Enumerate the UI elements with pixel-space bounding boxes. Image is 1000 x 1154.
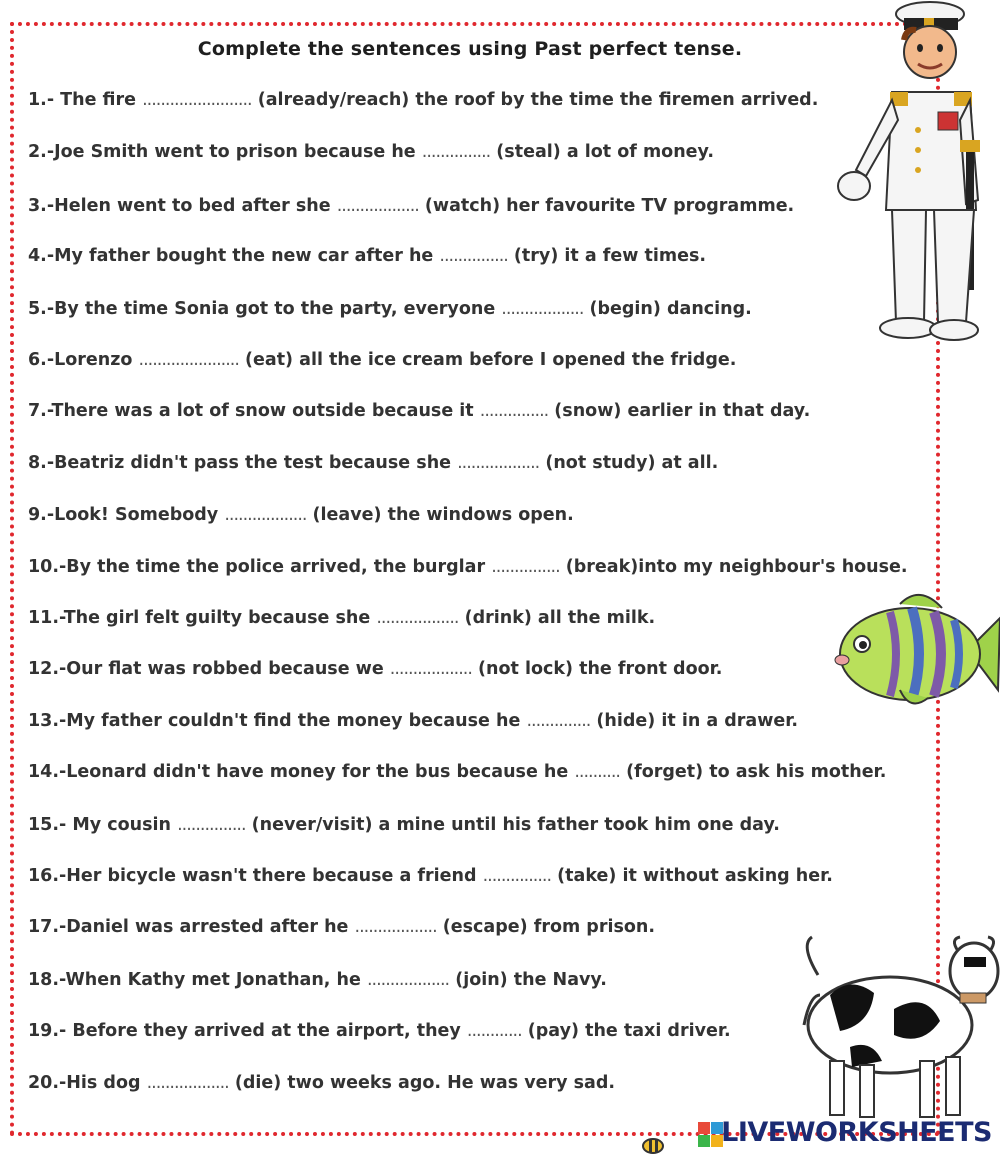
sentence-item xyxy=(28,866,833,886)
sentence-text-after: (take) it without asking her. xyxy=(551,866,833,886)
sentence-text-after: (try) it a few times. xyxy=(507,246,707,266)
answer-blank[interactable]: ............... xyxy=(482,866,552,886)
sentence-item xyxy=(28,659,722,679)
sentence-text-before: 13.-My father couldn't find the money because he xyxy=(28,711,527,731)
sentence-text-before: 11.-The girl felt guilty because she xyxy=(28,608,377,628)
sentence-item xyxy=(28,1073,615,1093)
answer-blank[interactable]: ............... xyxy=(439,246,508,266)
sentence-item xyxy=(28,917,655,937)
sentence-text-after: (never/visit) a mine until his father took him one day. xyxy=(245,815,780,835)
sentence-text-before: 5.-By the time Sonia got to the party, everyone xyxy=(28,299,502,319)
sentence-text-after: (already/reach) the roof by the time the firemen arrived. xyxy=(251,90,819,110)
sentence-text-before: 18.-When Kathy met Jonathan, he xyxy=(28,970,367,990)
worksheet-title: Complete the sentences using Past perfect tense. xyxy=(197,38,743,60)
liveworksheets-logo-icon xyxy=(698,1122,724,1148)
sentence-text-after: (join) the Navy. xyxy=(449,970,607,990)
sentence-text-after: (hide) it in a drawer. xyxy=(590,711,799,731)
sentence-text-after: (pay) the taxi driver. xyxy=(521,1021,731,1041)
sentence-text-before: 17.-Daniel was arrested after he xyxy=(28,917,355,937)
answer-blank[interactable]: .................. xyxy=(376,608,459,628)
liveworksheets-brand: LIVEWORKSHEETS xyxy=(721,1117,992,1148)
sentence-item xyxy=(28,90,818,110)
sentence-text-after: (die) two weeks ago. He was very sad. xyxy=(228,1073,616,1093)
sailor-illustration xyxy=(826,0,1000,348)
sentence-item xyxy=(28,711,798,731)
sentence-text-after: (steal) a lot of money. xyxy=(490,142,714,162)
sentence-text-before: 6.-Lorenzo xyxy=(28,350,139,370)
sentence-text-after: (not study) at all. xyxy=(539,453,719,473)
sentence-text-before: 16.-Her bicycle wasn't there because a friend xyxy=(28,866,483,886)
sentence-item xyxy=(28,557,908,577)
sentence-item xyxy=(28,608,655,628)
sentence-text-before: 20.-His dog xyxy=(28,1073,147,1093)
answer-blank[interactable]: .................. xyxy=(336,196,419,216)
sentence-text-before: 12.-Our flat was robbed because we xyxy=(28,659,390,679)
sentence-text-before: 19.- Before they arrived at the airport, they xyxy=(28,1021,467,1041)
sentence-text-before: 10.-By the time the police arrived, the burglar xyxy=(28,557,492,577)
sentence-text-after: (drink) all the milk. xyxy=(458,608,656,628)
sentence-text-after: (leave) the windows open. xyxy=(306,505,574,525)
sentence-text-after: (forget) to ask his mother. xyxy=(620,762,887,782)
sentence-text-before: 9.-Look! Somebody xyxy=(28,505,225,525)
sentence-item xyxy=(28,246,706,266)
sentence-text-before: 3.-Helen went to bed after she xyxy=(28,196,337,216)
answer-blank[interactable]: .......... xyxy=(574,762,620,782)
answer-blank[interactable]: ...................... xyxy=(138,350,239,370)
sentence-item xyxy=(28,350,736,370)
answer-blank[interactable]: ........................ xyxy=(142,90,252,110)
sentence-item xyxy=(28,299,752,319)
answer-blank[interactable]: .................. xyxy=(146,1073,229,1093)
answer-blank[interactable]: .................. xyxy=(224,505,307,525)
fish-illustration xyxy=(830,590,1000,720)
sentence-text-after: (snow) earlier in that day. xyxy=(548,401,811,421)
sentence-text-after: (watch) her favourite TV programme. xyxy=(418,196,795,216)
sentence-item xyxy=(28,401,810,421)
answer-blank[interactable]: .................. xyxy=(501,299,584,319)
sentence-item xyxy=(28,1021,731,1041)
sentence-text-before: 4.-My father bought the new car after he xyxy=(28,246,440,266)
sentence-item xyxy=(28,505,574,525)
bee-icon xyxy=(640,1134,666,1154)
answer-blank[interactable]: .................. xyxy=(457,453,540,473)
sentence-item xyxy=(28,196,794,216)
sentence-text-before: 2.-Joe Smith went to prison because he xyxy=(28,142,422,162)
cow-illustration xyxy=(790,935,1000,1125)
answer-blank[interactable]: ............ xyxy=(466,1021,522,1041)
answer-blank[interactable]: .................. xyxy=(366,970,450,990)
sentence-text-before: 7.-There was a lot of snow outside because it xyxy=(28,401,480,421)
sentence-text-after: (eat) all the ice cream before I opened the fridge. xyxy=(238,350,737,370)
answer-blank[interactable]: ............... xyxy=(491,557,560,577)
answer-blank[interactable]: ............... xyxy=(479,401,549,421)
sentence-text-before: 8.-Beatriz didn't pass the test because she xyxy=(28,453,458,473)
sentence-text-before: 15.- My cousin xyxy=(28,815,178,835)
sentence-text-before: 1.- The fire xyxy=(28,90,143,110)
answer-blank[interactable]: .............. xyxy=(526,711,591,731)
sentence-item xyxy=(28,762,886,782)
sentence-item xyxy=(28,815,780,835)
sentence-text-after: (break)into my neighbour's house. xyxy=(559,557,908,577)
sentence-text-before: 14.-Leonard didn't have money for the bus because he xyxy=(28,762,575,782)
answer-blank[interactable]: .................. xyxy=(389,659,472,679)
sentence-item xyxy=(28,142,714,162)
sentence-item xyxy=(28,453,718,473)
sentence-text-after: (not lock) the front door. xyxy=(471,659,723,679)
answer-blank[interactable]: ............... xyxy=(421,142,491,162)
sentence-text-after: (begin) dancing. xyxy=(583,299,752,319)
answer-blank[interactable]: ............... xyxy=(177,815,246,835)
answer-blank[interactable]: .................. xyxy=(354,917,437,937)
sentence-text-after: (escape) from prison. xyxy=(436,917,655,937)
sentence-item xyxy=(28,970,607,990)
